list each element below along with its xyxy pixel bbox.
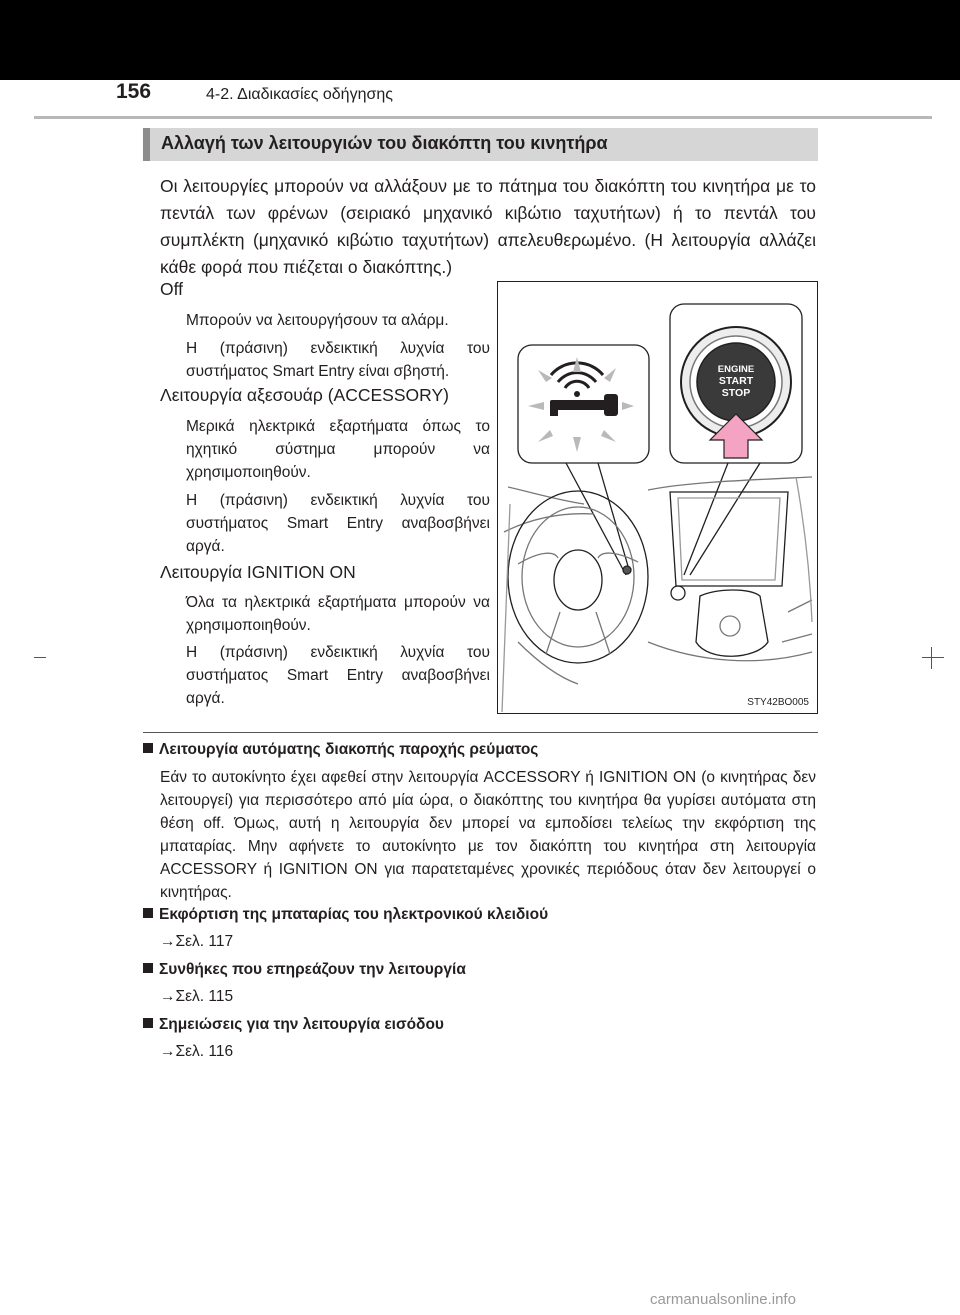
note-heading-text: Συνθήκες που επηρεάζουν την λειτουργία xyxy=(159,961,466,978)
smart-key-icon xyxy=(550,363,618,416)
note-heading-conditions xyxy=(143,961,466,979)
mode-off-desc-2: Η (πράσινη) ενδεικτική λυχνία του συστήματος Smart Entry είναι σβηστή. xyxy=(186,340,490,380)
steering-wheel xyxy=(508,491,648,663)
mode-off-desc-1: Μπορούν να λειτουργήσουν τα αλάρμ. xyxy=(186,312,449,329)
note-heading-auto-power-off xyxy=(143,741,538,759)
bullet-square-icon xyxy=(143,908,153,918)
header-rule xyxy=(34,116,932,119)
dashboard-drawing xyxy=(498,282,816,712)
dashboard-illustration xyxy=(497,281,818,714)
note-heading-text: Σημειώσεις για την λειτουργία εισόδου xyxy=(159,1016,444,1033)
engine-switch-in-dash xyxy=(671,586,685,600)
bullet-square-icon xyxy=(143,1018,153,1028)
mode-ignition-desc-2: Η (πράσινη) ενδεικτική λυχνία του συστήματος Smart Entry αναβοσβήνει αργά. xyxy=(186,644,490,707)
mode-title-accessory: Λειτουργία αξεσουάρ (ACCESSORY) xyxy=(160,385,449,405)
section-accent xyxy=(143,128,150,161)
mode-accessory-desc-1: Μερικά ηλεκτρικά εξαρτήματα όπως το ηχητικό σύστημα μπορούν να χρησιμοποιηθούν. xyxy=(186,418,490,481)
note-heading-entry-function xyxy=(143,1016,444,1034)
section-title: Αλλαγή των λειτουργιών του διακόπτη του κινητήρα xyxy=(161,133,608,153)
intro-paragraph: Οι λειτουργίες μπορούν να αλλάξουν με το πάτημα του διακόπτη του κινητήρα με το πεντάλ των φρένων (σειριακό μηχανικό κιβώτιο ταχυτήτων) ή το πεντάλ του συμπλέκτη (μηχανικό κιβώτιο ταχυτήτων) απελευθερωμένο. (Η λειτουργία αλλάζει κάθε φορά που πιέζεται ο διακόπτης.) xyxy=(160,176,816,277)
note-heading-text: Εκφόρτιση της μπαταρίας του ηλεκτρονικού κλειδιού xyxy=(159,906,549,923)
page-reference: →Σελ. 115 xyxy=(160,988,234,1005)
note-heading-key-battery xyxy=(143,906,548,924)
mode-accessory-desc-2: Η (πράσινη) ενδεικτική λυχνία του συστήματος Smart Entry αναβοσβήνει αργά. xyxy=(186,492,490,555)
crop-mark xyxy=(34,657,46,658)
note-heading-text: Λειτουργία αυτόματης διακοπής παροχής ρεύματος xyxy=(159,741,539,758)
bullet-square-icon xyxy=(143,963,153,973)
page-reference: →Σελ. 116 xyxy=(160,1043,234,1060)
steering-hub xyxy=(554,550,602,610)
indicator-lamp xyxy=(623,566,631,574)
section-divider xyxy=(143,732,818,733)
mode-title-ignition: Λειτουργία IGNITION ON xyxy=(160,562,356,582)
mode-title-off: Off xyxy=(160,279,184,299)
section-title-bar xyxy=(143,128,818,161)
page-number: 156 xyxy=(116,80,152,103)
page-reference: →Σελ. 117 xyxy=(160,933,234,950)
running-head: 4-2. Διαδικασίες οδήγησης xyxy=(206,86,393,103)
note-body-auto-power-off: Εάν το αυτοκίνητο έχει αφεθεί στην λειτουργία ACCESSORY ή IGNITION ON (ο κινητήρας δεν λειτουργεί) για περισσότερο από μία ώρα, ο διακόπτης του κινητήρα θα γυρίσει αυτόματα στη θέση off. Όμως, αυτή η λειτουργία δεν μπορεί να εμποδίσει τελείως την εκφόρτιση της μπαταρίας. Μην αφήνετε το αυτοκίνητο με τον διακόπτη του κινητήρα στη λειτουργία ACCESSORY ή IGNITION ON για παρατεταμένες χρονικές περιόδους όταν δεν λειτουργεί ο κινητήρας. xyxy=(160,769,816,901)
callout-pointer-left xyxy=(566,463,630,575)
crop-mark xyxy=(931,647,932,669)
svg-text:ENGINE: ENGINE xyxy=(717,364,755,375)
center-display xyxy=(670,492,788,586)
top-black-band xyxy=(0,0,960,80)
svg-text:START: START xyxy=(718,375,754,387)
mode-ignition-desc-1: Όλα τα ηλεκτρικά εξαρτήματα μπορούν να χρησιμοποιηθούν. xyxy=(186,594,490,634)
svg-text:STOP: STOP xyxy=(721,387,751,399)
crop-mark xyxy=(922,657,944,658)
figure-code: STY42BO005 xyxy=(747,697,809,708)
bullet-square-icon xyxy=(143,743,153,753)
watermark: carmanualsonline.info xyxy=(650,1291,796,1308)
shifter-panel xyxy=(696,590,768,656)
